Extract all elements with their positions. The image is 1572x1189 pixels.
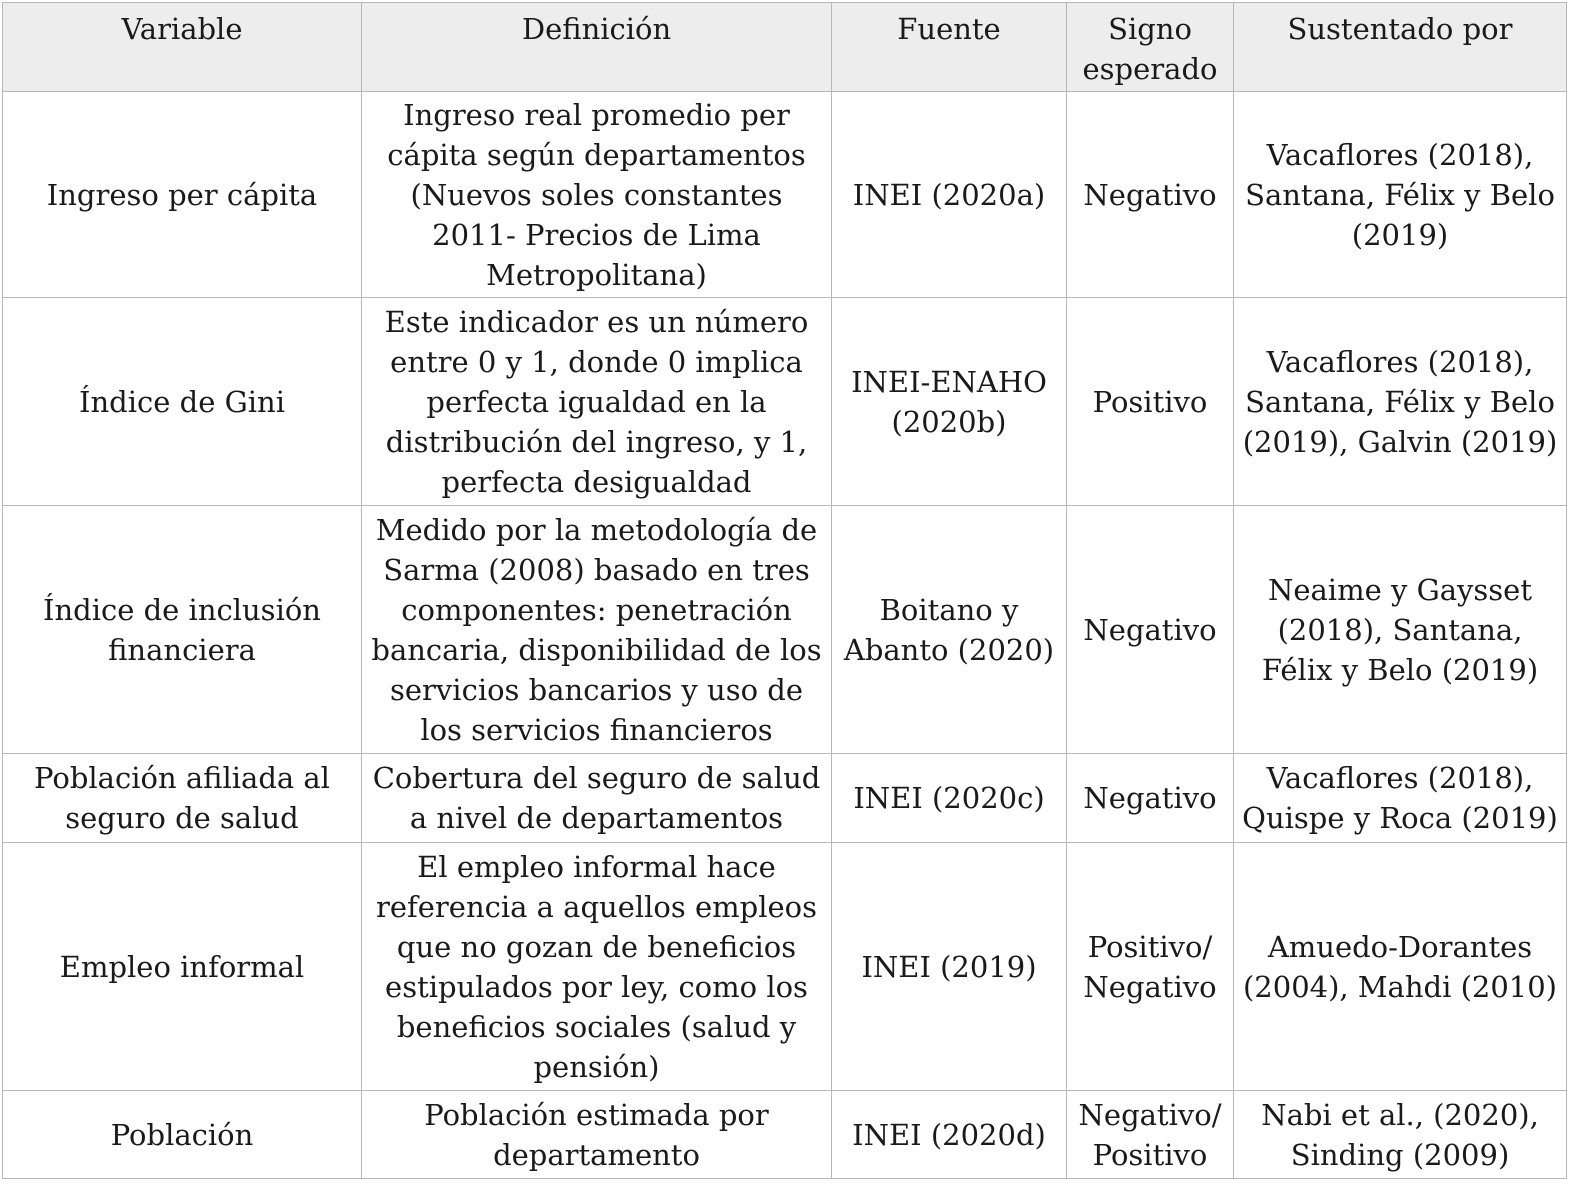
table-row: [3, 1091, 1567, 1179]
table-header-row: [3, 3, 1567, 92]
cell-variable: Población afiliada al seguro de salud: [3, 754, 362, 843]
header-fuente: Fuente: [832, 3, 1067, 92]
cell-definicion: Medido por la metodología de Sarma (2008) basado en tres componentes: penetración bancaria, disponibilidad de los servicios bancarios y uso de los servicios financieros: [362, 506, 832, 754]
cell-sustentado: Vacaflores (2018), Quispe y Roca (2019): [1234, 754, 1567, 843]
variables-table: [2, 2, 1567, 1179]
table-row: [3, 298, 1567, 506]
cell-fuente: INEI (2020d): [832, 1091, 1067, 1179]
header-variable: Variable: [3, 3, 362, 92]
cell-definicion: Población estimada por departamento: [362, 1091, 832, 1179]
table-row: [3, 506, 1567, 754]
cell-fuente: INEI (2020c): [832, 754, 1067, 843]
cell-signo: Negativo: [1067, 92, 1234, 298]
table-row: [3, 754, 1567, 843]
variables-table-container: [2, 2, 1566, 1179]
cell-definicion: Ingreso real promedio per cápita según departamentos (Nuevos soles constantes 2011- Precios de Lima Metropolitana): [362, 92, 832, 298]
header-sustentado-por: Sustentado por: [1234, 3, 1567, 92]
header-definicion: Definición: [362, 3, 832, 92]
cell-signo: Negativo: [1067, 754, 1234, 843]
cell-variable: Índice de inclusión financiera: [3, 506, 362, 754]
cell-sustentado: Neaime y Gaysset (2018), Santana, Félix y Belo (2019): [1234, 506, 1567, 754]
cell-variable: Índice de Gini: [3, 298, 362, 506]
cell-fuente: Boitano y Abanto (2020): [832, 506, 1067, 754]
table-row: [3, 843, 1567, 1091]
cell-sustentado: Vacaflores (2018), Santana, Félix y Belo (2019), Galvin (2019): [1234, 298, 1567, 506]
cell-fuente: INEI-ENAHO (2020b): [832, 298, 1067, 506]
cell-sustentado: Amuedo-Dorantes (2004), Mahdi (2010): [1234, 843, 1567, 1091]
cell-sustentado: Vacaflores (2018), Santana, Félix y Belo (2019): [1234, 92, 1567, 298]
header-signo-esperado: Signo esperado: [1067, 3, 1234, 92]
cell-variable: Ingreso per cápita: [3, 92, 362, 298]
cell-signo: Positivo/ Negativo: [1067, 843, 1234, 1091]
cell-fuente: INEI (2020a): [832, 92, 1067, 298]
cell-definicion: Este indicador es un número entre 0 y 1, donde 0 implica perfecta igualdad en la distribución del ingreso, y 1, perfecta desigualdad: [362, 298, 832, 506]
cell-definicion: Cobertura del seguro de salud a nivel de departamentos: [362, 754, 832, 843]
cell-signo: Negativo: [1067, 506, 1234, 754]
cell-signo: Positivo: [1067, 298, 1234, 506]
cell-definicion: El empleo informal hace referencia a aquellos empleos que no gozan de beneficios estipulados por ley, como los beneficios sociales (salud y pensión): [362, 843, 832, 1091]
cell-sustentado: Nabi et al., (2020), Sinding (2009): [1234, 1091, 1567, 1179]
cell-signo: Negativo/ Positivo: [1067, 1091, 1234, 1179]
cell-variable: Población: [3, 1091, 362, 1179]
table-row: [3, 92, 1567, 298]
cell-fuente: INEI (2019): [832, 843, 1067, 1091]
cell-variable: Empleo informal: [3, 843, 362, 1091]
